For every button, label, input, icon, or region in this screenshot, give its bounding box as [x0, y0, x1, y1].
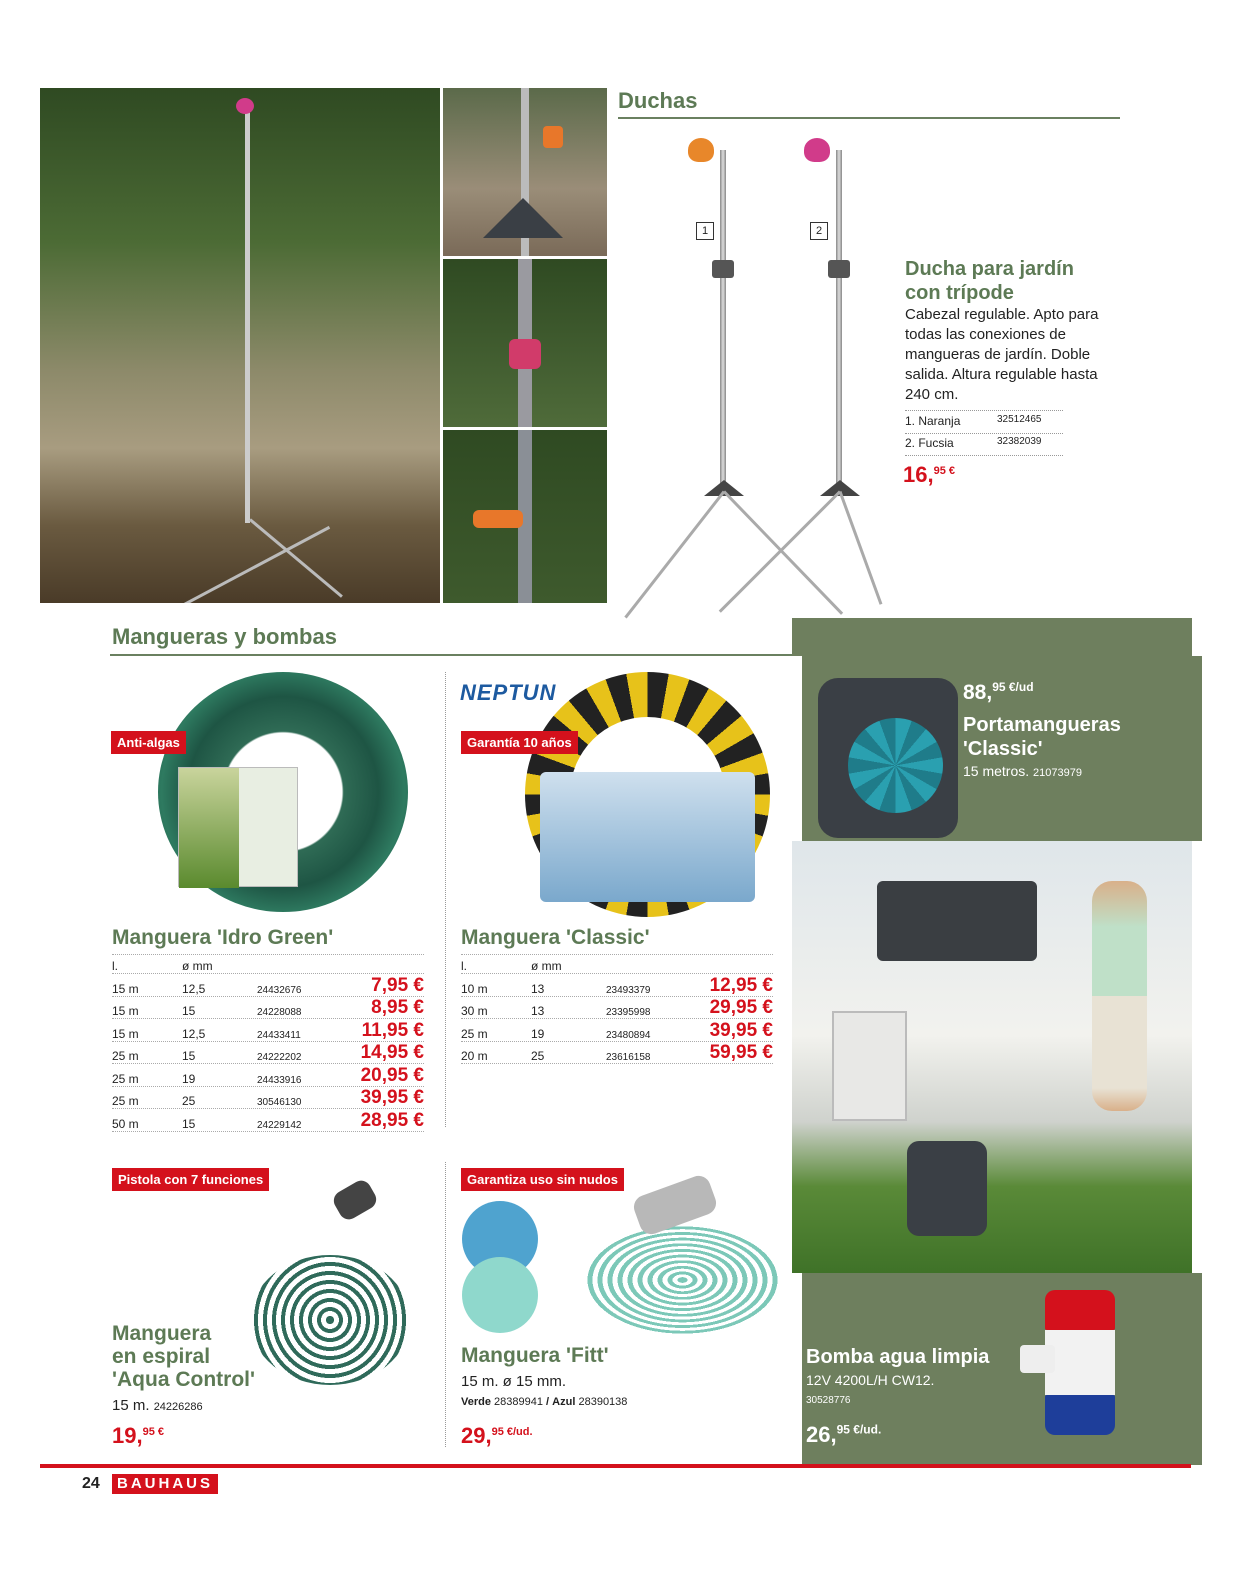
cell-diameter: 25: [531, 1049, 545, 1063]
table-row: [112, 1042, 424, 1065]
fitt-hose-image: [585, 1185, 785, 1375]
cell-length: 20 m: [461, 1049, 488, 1063]
title-line: en espiral: [112, 1345, 211, 1368]
azul-label: Azul: [552, 1396, 576, 1408]
detail-photo-connector: [443, 259, 607, 427]
bauhaus-logo: BAUHAUS: [112, 1474, 218, 1494]
variant-row-2: [905, 436, 1063, 456]
header-length: l.: [112, 959, 118, 973]
cell-diameter: 15: [182, 1049, 196, 1063]
classic-spec-table: [461, 954, 773, 1064]
cell-code: 30546130: [257, 1097, 302, 1108]
shower-head-fuchsia: [804, 138, 830, 162]
variant-code: 32512465: [997, 414, 1042, 425]
shower-head: [236, 98, 254, 114]
cell-diameter: 25: [182, 1094, 196, 1108]
column-divider: [445, 672, 446, 1127]
table-row: [112, 1064, 424, 1087]
cell-code: 23616158: [606, 1052, 651, 1063]
cell-diameter: 12,5: [182, 1026, 206, 1041]
cell-length: 15 m: [112, 1004, 139, 1018]
header-diameter: ø mm: [182, 959, 213, 973]
variant-label: 2. Fucsia: [905, 436, 954, 450]
cell-diameter: 13: [531, 981, 545, 996]
price-main: 88,: [963, 681, 993, 704]
color-swatch-green: [462, 1257, 538, 1333]
cell-length: 30 m: [461, 1004, 488, 1018]
column-divider: [445, 1162, 446, 1447]
valve: [712, 260, 734, 278]
badge-sin-nudos: Garantiza uso sin nudos: [461, 1168, 624, 1191]
table-row: [112, 1019, 424, 1042]
cell-diameter: 12,5: [182, 981, 206, 996]
pump-outlet: [1020, 1345, 1055, 1373]
price-cents: 95 €: [142, 1426, 165, 1438]
badge-anti-algas: Anti-algas: [111, 731, 186, 754]
caravan-window: [877, 881, 1037, 961]
pump-body: [1045, 1330, 1115, 1395]
cell-length: 25 m: [112, 1071, 139, 1086]
cell-length: 10 m: [461, 981, 488, 996]
cell-price: 7,95 €: [371, 974, 424, 996]
table-row: [112, 974, 424, 997]
price-main: 19,: [112, 1423, 143, 1448]
price-main: 26,: [806, 1422, 837, 1447]
caravan-photo: [792, 841, 1192, 1273]
marker-2: 2: [810, 222, 828, 240]
espiral-price: [112, 1423, 164, 1449]
cell-price: 12,95 €: [709, 974, 773, 996]
cell-code: 24433916: [257, 1074, 302, 1086]
cell-code: 23480894: [606, 1029, 651, 1041]
fitt-price: [461, 1423, 533, 1449]
title-line: 'Classic': [963, 738, 1043, 760]
cell-length: 25 m: [112, 1049, 139, 1063]
fitt-title: Manguera 'Fitt': [461, 1344, 609, 1367]
table-row: [461, 974, 773, 997]
product-code: 21073979: [1033, 767, 1082, 779]
mangueras-divider: [110, 654, 802, 656]
badge-pistola: Pistola con 7 funciones: [112, 1168, 269, 1191]
page-number: 24: [82, 1475, 100, 1492]
price-cents: 95 €/ud: [992, 680, 1034, 694]
azul-code: 28390138: [578, 1396, 628, 1408]
table-row: [112, 997, 424, 1020]
badge-garantia: Garantía 10 años: [461, 731, 578, 754]
idro-title: Manguera 'Idro Green': [112, 926, 334, 949]
cell-price: 20,95 €: [360, 1064, 424, 1086]
detail-photo-valve: [443, 430, 607, 603]
table-row: [112, 1087, 424, 1110]
cell-code: 23395998: [606, 1007, 651, 1018]
cell-code: 24432676: [257, 984, 302, 996]
spiral-coil: [250, 1255, 410, 1385]
panel-header: [792, 618, 1192, 656]
header-length: l.: [461, 959, 467, 973]
pump-top: [1045, 1290, 1115, 1330]
shower-products-image: [610, 130, 950, 610]
hose-packaging: [540, 772, 755, 902]
portamangueras-title: [963, 713, 1121, 761]
neptun-logo: NEPTUN: [460, 680, 557, 705]
caravan-door: [832, 1011, 907, 1121]
table-row: [461, 997, 773, 1020]
tripod-leg: [249, 518, 343, 597]
verde-label: Verde: [461, 1396, 491, 1408]
classic-title: Manguera 'Classic': [461, 926, 650, 949]
table-header: [461, 954, 773, 974]
duchas-divider: [618, 117, 1120, 119]
cell-code: 24433411: [257, 1029, 301, 1041]
cell-price: 39,95 €: [709, 1019, 773, 1041]
title-line: Portamangueras: [963, 714, 1121, 736]
table-row: [461, 1042, 773, 1065]
cell-code: 24229142: [257, 1119, 302, 1131]
espiral-title: [112, 1322, 255, 1391]
cell-price: 29,95 €: [709, 997, 773, 1018]
divider: [905, 410, 1063, 411]
valve-handle: [473, 510, 523, 528]
cell-diameter: 19: [182, 1071, 196, 1086]
label-photo: [179, 768, 239, 888]
title-line: Manguera: [112, 1322, 212, 1345]
idro-green-hose-image: [158, 672, 408, 912]
cell-length: 50 m: [112, 1116, 139, 1131]
reel-in-photo: [907, 1141, 987, 1236]
reel-drum: [848, 718, 943, 813]
price-main: 29,: [461, 1423, 492, 1448]
leg: [839, 491, 883, 605]
spray-gun: [330, 1177, 380, 1223]
idro-spec-table: [112, 954, 424, 1132]
cell-price: 39,95 €: [360, 1087, 424, 1108]
table-row: [461, 1019, 773, 1042]
variant-row-1: [905, 414, 1063, 434]
bomba-title: Bomba agua limpia: [806, 1346, 990, 1368]
spec-text: 15 metros.: [963, 763, 1030, 779]
hose-label-card: [178, 767, 298, 887]
detail-photo-base: [443, 88, 607, 256]
cell-length: 25 m: [112, 1094, 139, 1108]
leg: [723, 490, 843, 614]
garden-shower-photo: [40, 88, 440, 603]
espiral-spec: [112, 1397, 203, 1414]
cell-code: 24222202: [257, 1052, 302, 1063]
cell-diameter: 15: [182, 1116, 196, 1131]
leg: [624, 491, 725, 619]
cell-price: 14,95 €: [360, 1042, 424, 1063]
cell-diameter: 15: [182, 1004, 196, 1018]
cell-length: 25 m: [461, 1026, 488, 1041]
shower-product-title: Ducha para jardín con trípode: [905, 258, 1074, 304]
pump-image: [1020, 1290, 1145, 1440]
separator: /: [546, 1396, 550, 1408]
header-diameter: ø mm: [531, 959, 562, 973]
table-header: [112, 954, 424, 974]
portamangueras-price: [963, 680, 1034, 705]
table-row: [112, 1109, 424, 1132]
cell-price: 8,95 €: [371, 997, 424, 1018]
cell-diameter: 13: [531, 1004, 545, 1018]
shower-pole: [245, 103, 250, 523]
shower-description: Cabezal regulable. Apto para todas las conexiones de mangueras de jardín. Doble salida. Altura regulable hasta 240 cm.: [905, 306, 1099, 403]
shower-price: [903, 462, 955, 488]
shower-head-orange: [688, 138, 714, 162]
verde-code: 28389941: [494, 1396, 543, 1408]
pole-2: [836, 150, 842, 490]
cell-code: 23493379: [606, 984, 651, 996]
cell-length: 15 m: [112, 981, 139, 996]
duchas-title: Duchas: [618, 88, 698, 113]
classic-hose-image: [525, 672, 770, 917]
marker-1: 1: [696, 222, 714, 240]
cell-price: 11,95 €: [361, 1019, 424, 1041]
bomba-code: 30528776: [806, 1395, 851, 1406]
cell-code: 24228088: [257, 1007, 302, 1018]
cell-diameter: 19: [531, 1026, 545, 1041]
price-cents: 95 €/ud.: [491, 1426, 533, 1438]
price-main: 16,: [903, 462, 934, 487]
pole-1: [720, 150, 726, 490]
cell-length: 15 m: [112, 1026, 139, 1041]
tripod-base: [483, 198, 563, 238]
hose-coil: [585, 1225, 780, 1335]
spec-text: 15 m.: [112, 1397, 150, 1414]
variant-code: 32382039: [997, 436, 1042, 447]
mangueras-title: Mangueras y bombas: [112, 624, 337, 649]
valve: [828, 260, 850, 278]
connector-fuchsia: [509, 339, 541, 369]
cell-price: 59,95 €: [709, 1042, 773, 1063]
variant-label: 1. Naranja: [905, 414, 961, 428]
portamangueras-spec: [963, 763, 1082, 779]
valve-orange: [543, 126, 563, 148]
bomba-spec: 12V 4200L/H CW12.: [806, 1372, 935, 1388]
product-code: 24226286: [153, 1401, 203, 1413]
hose-reel-image: [808, 668, 988, 843]
fitt-codes: [461, 1396, 627, 1408]
pump-base: [1045, 1395, 1115, 1435]
price-cents: 95 €/ud.: [836, 1422, 882, 1437]
bomba-price: [806, 1422, 881, 1448]
fitt-spec: 15 m. ø 15 mm.: [461, 1373, 567, 1390]
footer-rule: [40, 1464, 1191, 1468]
spiral-hose-image: [235, 1185, 415, 1395]
price-cents: 95 €: [933, 465, 956, 477]
title-line: 'Aqua Control': [112, 1368, 255, 1391]
woman-figure: [1092, 881, 1147, 1111]
cell-price: 28,95 €: [360, 1109, 424, 1131]
